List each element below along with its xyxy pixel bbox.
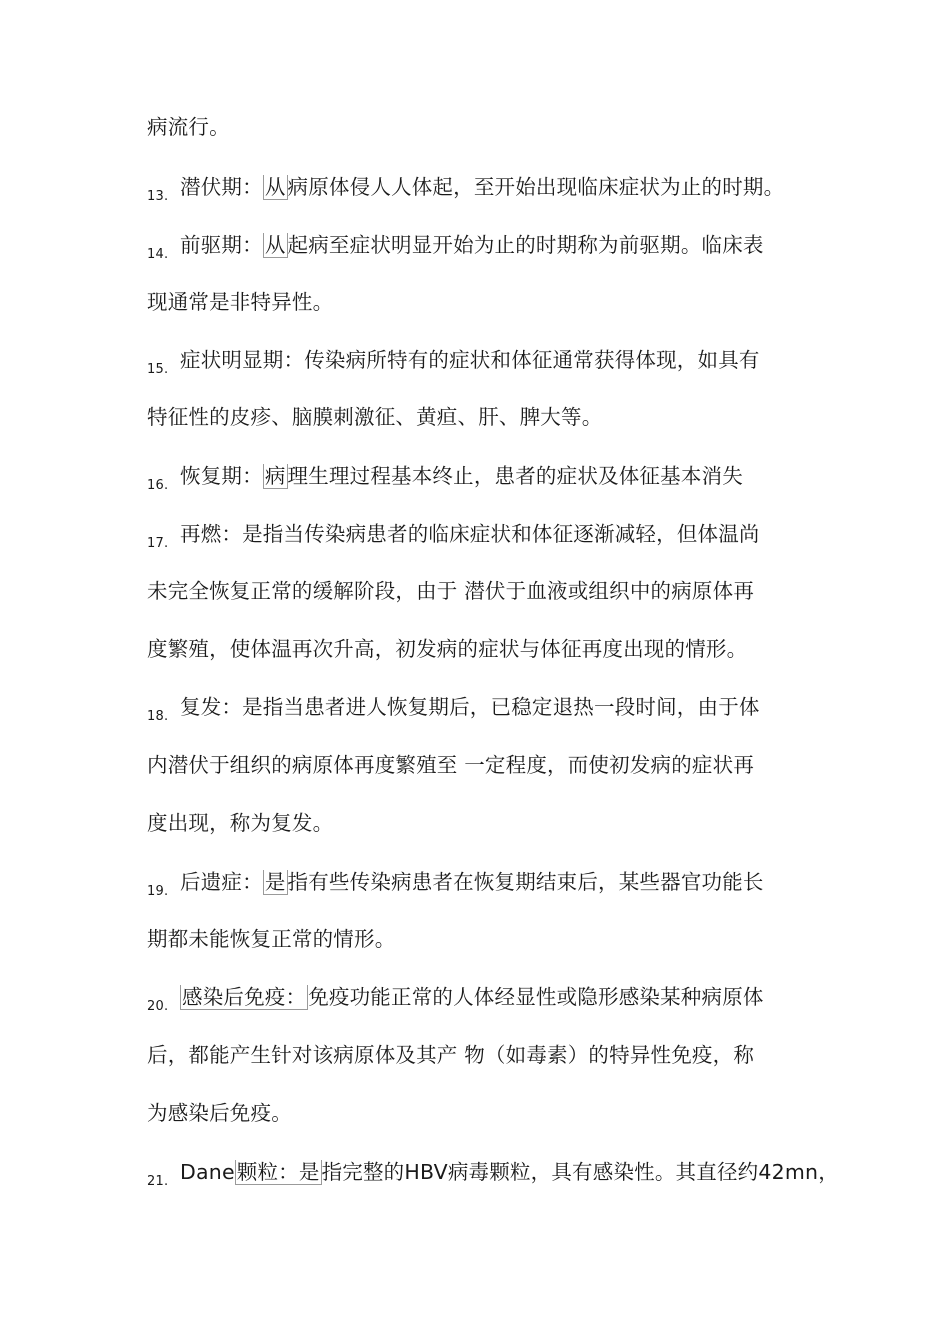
marked-text: 是 bbox=[264, 870, 286, 894]
line-text: 后，都能产生针对该病原体及其产 物（如毒素）的特异性免疫，称 bbox=[147, 1043, 755, 1067]
term-label: 后遗症： bbox=[180, 870, 263, 894]
line-text: 病流行。 bbox=[147, 115, 230, 139]
text-line bbox=[147, 1099, 817, 1127]
line-text: 指有些传染病患者在恢复期结束后，某些器官功能长 bbox=[287, 870, 764, 894]
item-number: 15. bbox=[147, 362, 169, 377]
definition-13 bbox=[147, 173, 817, 211]
line-text: 未完全恢复正常的缓解阶段，由于 潜伏于血液或组织中的病原体再 bbox=[147, 579, 755, 603]
text-line bbox=[147, 113, 817, 141]
item-number: 17. bbox=[147, 536, 169, 551]
line-text: 复发：是指当患者进人恢复期后，已稳定退热一段时间，由于体 bbox=[180, 695, 760, 719]
text-line bbox=[147, 288, 817, 316]
line-text: 内潜伏于组织的病原体再度繁殖至 一定程度，而使初发病的症状再 bbox=[147, 753, 755, 777]
item-number: 14. bbox=[147, 247, 169, 262]
item-number: 16. bbox=[147, 478, 169, 493]
line-text: 再燃：是指当传染病患者的临床症状和体征逐渐减轻，但体温尚 bbox=[180, 522, 760, 546]
line-text: 现通常是非特异性。 bbox=[147, 290, 334, 314]
line-text: 期都未能恢复正常的情形。 bbox=[147, 927, 396, 951]
definition-17 bbox=[147, 520, 817, 558]
definition-21 bbox=[147, 1158, 839, 1196]
line-text: 特征性的皮疹、脑膜刺激征、黄疸、肝、脾大等。 bbox=[147, 405, 603, 429]
text-line bbox=[147, 809, 817, 837]
definition-18 bbox=[147, 693, 817, 731]
text-line bbox=[147, 751, 817, 779]
text-line bbox=[147, 1041, 817, 1069]
marked-text: 从 bbox=[264, 175, 286, 199]
text-line bbox=[147, 635, 817, 663]
item-number: 21. bbox=[147, 1174, 169, 1189]
line-text: 为感染后免疫。 bbox=[147, 1101, 292, 1125]
item-number: 13. bbox=[147, 189, 169, 204]
term-label: 潜伏期： bbox=[180, 175, 263, 199]
line-text: 度繁殖，使体温再次升高，初发病的症状与体征再度出现的情形。 bbox=[147, 637, 748, 661]
line-text: 指完整的HBV病毒颗粒，具有感染性。其直径约42mn， bbox=[321, 1160, 839, 1184]
text-line bbox=[147, 577, 817, 605]
definition-16 bbox=[147, 462, 817, 500]
line-text: 起病至症状明显开始为止的时期称为前驱期。临床表 bbox=[287, 233, 764, 257]
definition-19 bbox=[147, 868, 817, 906]
item-number: 19. bbox=[147, 884, 169, 899]
item-number: 20. bbox=[147, 999, 169, 1014]
marked-text: 从 bbox=[264, 233, 286, 257]
term-label: 前驱期： bbox=[180, 233, 263, 257]
line-text: 病原体侵人人体起，至开始出现临床症状为止的时期。 bbox=[287, 175, 785, 199]
item-number: 18. bbox=[147, 709, 169, 724]
line-text: 免疫功能正常的人体经显性或隐形感染某种病原体 bbox=[308, 985, 764, 1009]
line-text: 理生理过程基本终止，患者的症状及体征基本消失 bbox=[287, 464, 743, 488]
definition-20 bbox=[147, 983, 817, 1021]
text-line bbox=[147, 925, 817, 953]
marked-text: 病 bbox=[264, 464, 286, 488]
line-text: 症状明显期：传染病所特有的症状和体征通常获得体现，如具有 bbox=[180, 348, 760, 372]
line-text: 度出现，称为复发。 bbox=[147, 811, 334, 835]
definition-15 bbox=[147, 346, 817, 384]
term-label: Dane bbox=[180, 1160, 235, 1184]
text-line bbox=[147, 403, 817, 431]
definition-14 bbox=[147, 231, 817, 269]
term-label: 恢复期： bbox=[180, 464, 263, 488]
marked-term: 感染后免疫： bbox=[182, 985, 307, 1009]
marked-term: 颗粒：是 bbox=[236, 1160, 320, 1184]
